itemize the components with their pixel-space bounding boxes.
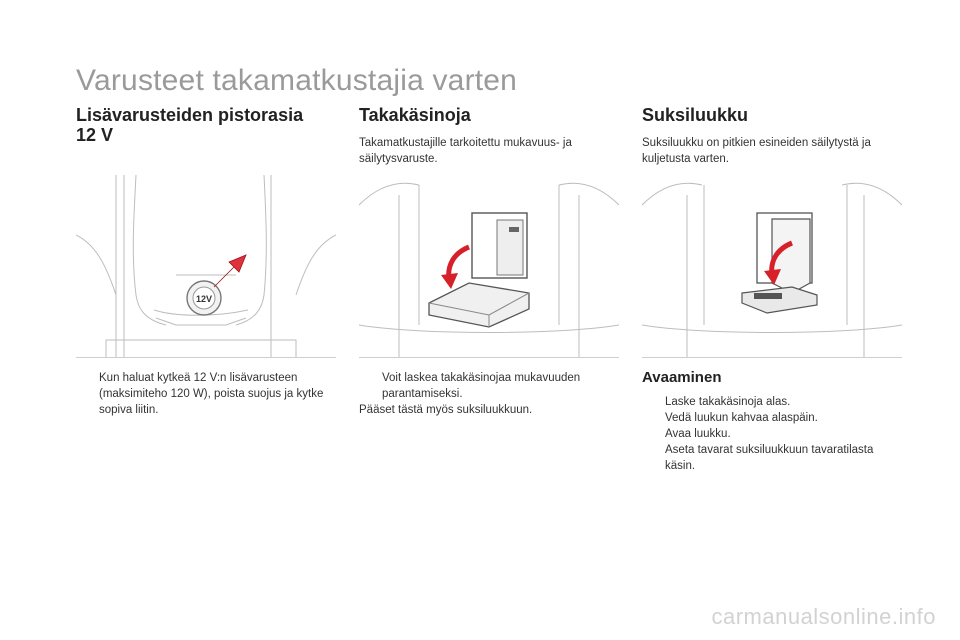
bullet-list-12v <box>76 370 326 418</box>
armrest-extra-note: Pääset tästä myös suksiluukkuun. <box>359 404 533 416</box>
watermark: carmanualsonline.info <box>711 604 936 629</box>
illustration-12v-socket <box>76 175 336 357</box>
hatch-handle <box>754 293 782 299</box>
illustration-ski-hatch <box>642 175 902 357</box>
list-item: Vedä luukun kahvaa alaspäin. <box>665 412 818 424</box>
figure-ski-hatch <box>642 175 902 358</box>
bullet-list-armrest <box>359 370 609 418</box>
page-title: Varusteet takamatkustajia varten <box>76 64 518 97</box>
socket-label: 12V <box>195 294 213 304</box>
subsection-opening <box>642 369 902 474</box>
section-intro-ski-hatch: Suksiluukku on pitkien esineiden säilytystä ja kuljetusta varten. <box>642 137 871 165</box>
section-ski-hatch <box>642 105 892 167</box>
section-armrest <box>359 105 609 167</box>
list-item: Kun haluat kytkeä 12 V:n lisävarusteen (maksimiteho 120 W), poista suojus ja kytke sopiva liitin. <box>99 372 324 416</box>
section-title-12v-socket: Lisävarusteiden pistorasia 12 V <box>76 105 304 145</box>
section-title-ski-hatch: Suksiluukku <box>642 105 749 125</box>
list-item: Avaa luukku. <box>665 428 731 440</box>
armrest-cushion <box>429 283 529 327</box>
list-item: Laske takakäsinoja alas. <box>665 396 791 408</box>
section-12v-socket <box>76 105 326 145</box>
arrow-icon <box>214 255 246 287</box>
subsection-title-opening: Avaaminen <box>642 369 722 386</box>
figure-armrest <box>359 175 619 358</box>
list-item: Aseta tavarat suksiluukkuun tavaratilasta käsin. <box>665 444 874 472</box>
figure-12v-socket <box>76 175 336 358</box>
illustration-armrest <box>359 175 619 357</box>
list-item: Voit laskea takakäsinojaa mukavuuden parantamiseksi. <box>382 372 581 400</box>
section-intro-armrest: Takamatkustajille tarkoitettu mukavuus- ja säilytysvaruste. <box>359 137 572 165</box>
section-title-armrest: Takakäsinoja <box>359 105 471 125</box>
lowered-armrest <box>742 287 817 313</box>
